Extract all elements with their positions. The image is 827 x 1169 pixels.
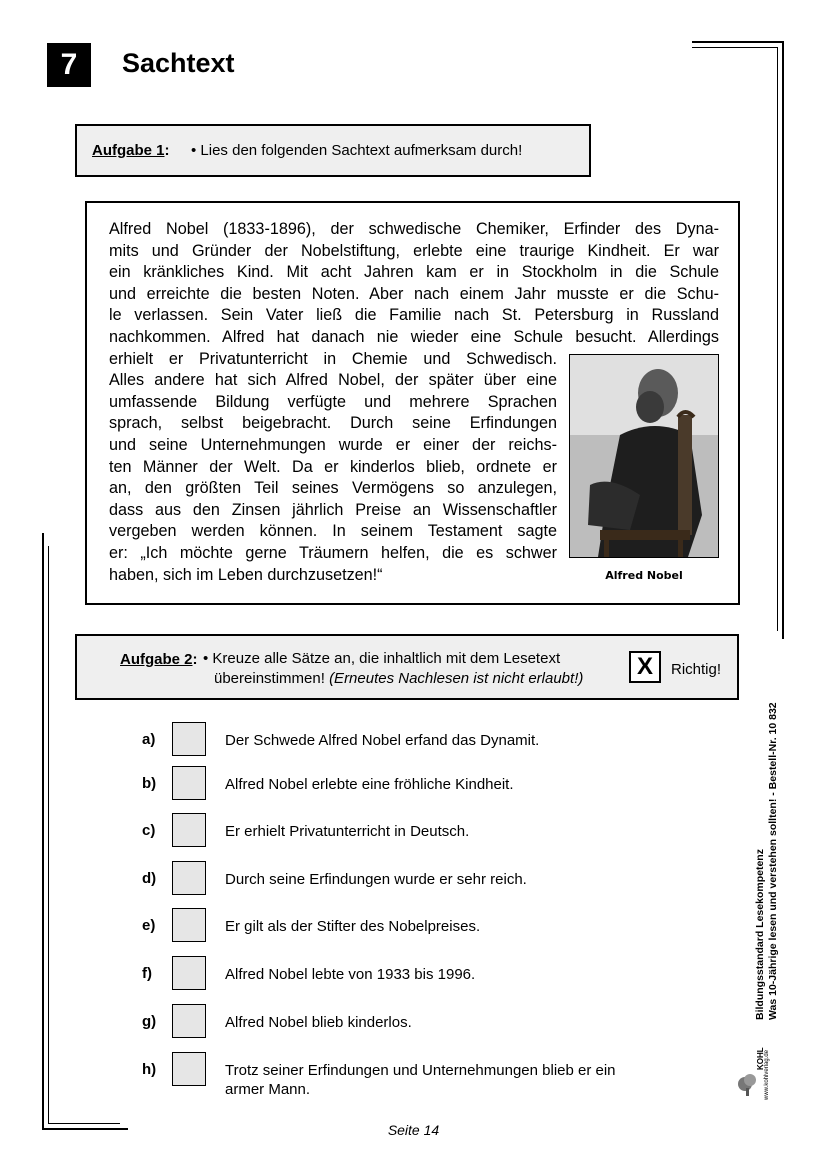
statement-letter: d)	[142, 870, 157, 887]
statement-text: Alfred Nobel blieb kinderlos.	[225, 1014, 412, 1031]
statement-text: Trotz seiner Erfindungen und Unternehmungen blieb er ein armer Mann.	[225, 1062, 616, 1098]
page-number: Seite 14	[387, 1122, 440, 1138]
answer-checkbox[interactable]	[172, 766, 206, 800]
example-checkbox-marked: X	[629, 651, 661, 683]
statement-text: Alfred Nobel lebte von 1933 bis 1996.	[225, 966, 476, 983]
publisher-website: www.kohlverlag.de	[764, 1049, 770, 1100]
frame-line-left-inner	[48, 546, 49, 1124]
text-line: umfassende Bildung verfügte und mehrere Sprachen	[109, 392, 557, 411]
answer-checkbox[interactable]	[172, 956, 206, 990]
statement-row	[142, 861, 642, 901]
answer-checkbox[interactable]	[172, 861, 206, 895]
text-line: nachkommen. Alfred hat danach nie wieder eine Schule besucht. Allerdings	[109, 327, 719, 346]
answer-checkbox[interactable]	[172, 722, 206, 756]
text-line: sprach, selbst beigebracht. Durch seine Erfindungen	[109, 414, 557, 433]
statement-row	[142, 766, 642, 806]
page-title: Sachtext	[122, 48, 235, 78]
statement-text: Er gilt als der Stifter des Nobelpreises.	[225, 918, 481, 935]
statement-row	[142, 956, 642, 996]
publisher-logo	[736, 1030, 770, 1100]
portrait-photo	[569, 354, 719, 582]
text-line: Alles andere hat sich Alfred Nobel, der später über eine	[109, 371, 557, 390]
task2-colon: :	[192, 651, 198, 668]
statement-row	[142, 908, 642, 948]
statement-letter: f)	[142, 965, 152, 982]
series-subtitle: Was 10-Jährige lesen und verstehen sollten! - Bestell-Nr. 10 832	[767, 702, 779, 1020]
example-mark-label: Richtig!	[671, 661, 722, 678]
task1-box	[75, 124, 591, 177]
answer-checkbox[interactable]	[172, 1004, 206, 1038]
text-line: haben, sich im Leben durchzusetzen!“	[109, 565, 383, 584]
series-info	[754, 660, 780, 1020]
reading-text	[109, 219, 719, 586]
portrait-image	[569, 354, 719, 558]
text-line: er: „Ich möchte gerne Träumern helfen, die es schwer	[109, 543, 557, 562]
statement-letter: g)	[142, 1013, 157, 1030]
text-line: ein kränkliches Kind. Mit acht Jahren kam er in Stockholm in die Schule	[109, 263, 719, 282]
answer-checkbox[interactable]	[172, 813, 206, 847]
text-line: und seine Unternehmungen wurde er einer der reichs-	[109, 435, 557, 454]
text-line: erhielt er Privatunterricht in Chemie und Schwedisch.	[109, 349, 557, 368]
task1-label: Aufgabe 1	[92, 142, 165, 159]
photo-caption: Alfred Nobel	[605, 568, 683, 582]
task2-instruction-note: (Erneutes Nachlesen ist nicht erlaubt!)	[329, 670, 584, 687]
statement-letter: h)	[142, 1061, 157, 1078]
statement-text: Durch seine Erfindungen wurde er sehr reich.	[225, 871, 527, 888]
statement-row	[142, 813, 642, 853]
task2-label: Aufgabe 2	[120, 651, 193, 668]
text-line: Alfred Nobel (1833-1896), der schwedische Chemiker, Erfinder des Dyna-	[109, 220, 719, 238]
series-title: Bildungsstandard Lesekompetenz	[754, 849, 766, 1020]
statement-text: Alfred Nobel erlebte eine fröhliche Kindheit.	[225, 776, 514, 793]
portrait-silhouette	[570, 355, 718, 557]
statement-row	[142, 722, 642, 762]
answer-checkbox[interactable]	[172, 908, 206, 942]
text-line: vergeben werden können. In seinem Testament sagte	[109, 522, 557, 541]
task2-instruction-line1: • Kreuze alle Sätze an, die inhaltlich mit dem Lesetext	[203, 650, 561, 667]
statement-row	[142, 1004, 642, 1044]
task2-instruction-line2: übereinstimmen!	[214, 670, 325, 687]
statement-text: Der Schwede Alfred Nobel erfand das Dynamit.	[225, 732, 540, 749]
statement-row	[142, 1052, 642, 1098]
statement-letter: c)	[142, 822, 156, 839]
text-line: an, den größten Teil seines Vermögens so anzulegen,	[109, 479, 557, 498]
text-line: dass aus den Zinsen jährlich Preise an Wissenschaftler	[109, 500, 557, 519]
text-line: und erreichte die besten Noten. Aber nach einem Jahr musste er die Schu-	[109, 284, 719, 303]
frame-line-left	[42, 533, 44, 1130]
task2-box	[75, 634, 739, 700]
frame-line-top	[692, 41, 784, 43]
task1-colon: :	[164, 142, 170, 159]
frame-line-right-inner	[777, 47, 778, 631]
chapter-number: 7	[47, 43, 91, 87]
statement-letter: e)	[142, 917, 156, 934]
text-paragraph-top	[109, 219, 719, 349]
reading-text-box	[85, 201, 740, 605]
text-line: le verlassen. Sein Vater ließ die Familie nach St. Petersburg in Russland	[109, 306, 719, 325]
frame-line-top-inner	[692, 47, 778, 48]
answer-checkbox[interactable]	[172, 1052, 206, 1086]
task1-instruction: • Lies den folgenden Sachtext aufmerksam durch!	[191, 142, 523, 159]
statement-letter: b)	[142, 775, 157, 792]
frame-line-right	[782, 41, 784, 639]
publisher-name: KOHL	[756, 1047, 765, 1070]
statement-text: Er erhielt Privatunterricht in Deutsch.	[225, 823, 470, 840]
statement-letter: a)	[142, 731, 156, 748]
text-line: ten Männer der Welt. Da er kinderlos blieb, ordnete er	[109, 457, 557, 476]
text-line: mits und Gründer der Nobelstiftung, erlebte eine traurige Kindheit. Er war	[109, 241, 719, 260]
